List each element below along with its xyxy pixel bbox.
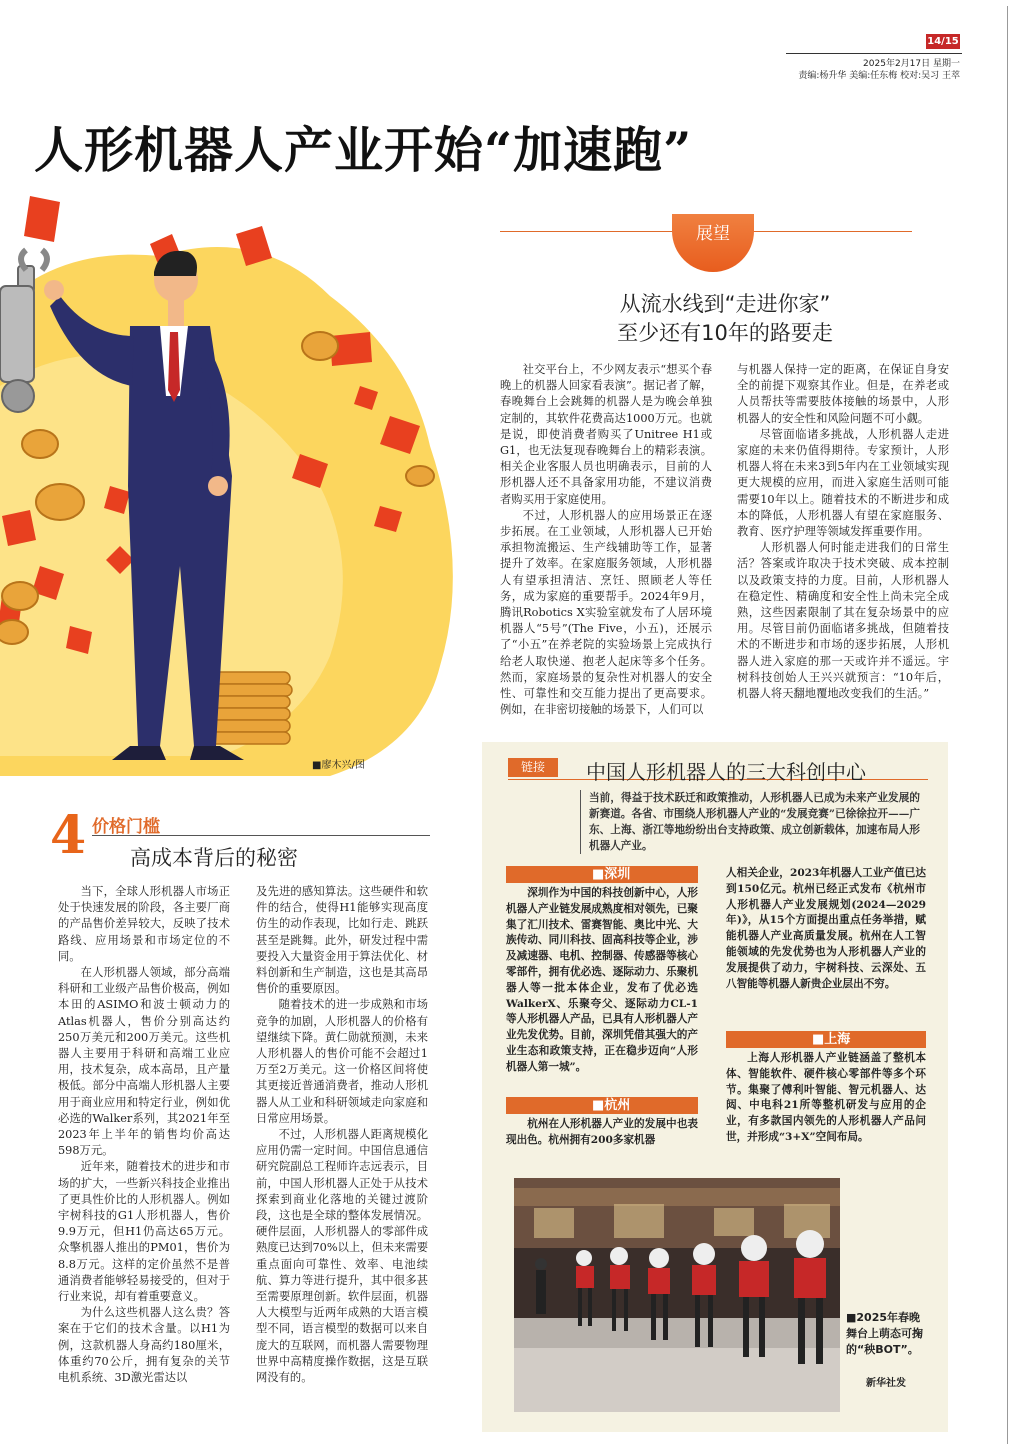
hangzhou-text [506, 1117, 698, 1149]
outlook-subtitle-line2: 至少还有10年的路要走 [617, 321, 833, 345]
outlook-subtitle-line1: 从流水线到“走进你家” [619, 292, 831, 316]
link-title: 中国人形机器人的三大科创中心 [586, 760, 866, 784]
issue-date: 2025年2月17日 星期一 [863, 59, 960, 69]
illustration-credit: ■廖木兴/图 [312, 760, 365, 771]
section-rule [92, 835, 430, 836]
paragraph: 与机器人保持一定的距离，在保证自身安全的前提下观察其作业。但是，在养老或人员帮扶等需要肢体接触的场景中，人形机器人的安全性和风险问题不可小觑。 [737, 363, 949, 425]
paragraph: 不过，人形机器人的应用场景正在逐步拓展。在工业领域，人形机器人已开始承担物流搬运、生产线辅助等工作，显著提升了效率。在家庭服务领域，人形机器人有望承担清洁、烹饪、照顾老人等任务，成为家庭的重要帮手。2024年9月，腾讯Robotics X实验室就发布了人居环境机器人“5号”(The Five，小五)，还展示了“小五”在养老院的实验场景上完成执行给老人取快递、抱老人起床等多个任务。然而，家庭场景的复杂性对机器人的安全性、可靠性和交互能力提出了更高要求。例如，在非密切接触的场景下，人们可以 [500, 508, 712, 717]
outlook-column-1 [500, 362, 712, 718]
city-name: 深圳 [604, 867, 631, 882]
page-number-badge: 14/15 [927, 36, 959, 47]
section-subtitle: 高成本背后的秘密 [130, 846, 298, 870]
paragraph: 及先进的感知算法。这些硬件和软件的结合，使得H1能够实现高度仿生的动作表现，比如行走、跳跃甚至是跳舞。此外，研发过程中需要投入大量资金用于算法优化、材料创新和生产制造，这也是其高昂售价的重要原因。 [256, 885, 428, 996]
paragraph: 社交平台上，不少网友表示“想买个春晚上的机器人回家看表演”。据记者了解，春晚舞台上会跳舞的机器人是为晚会单独定制的，其软件花费高达1000万元。也就是说，即使消费者购买了Unitree H1或G1，也无法复现春晚舞台上的精彩表演。相关企业客服人员也明确表示，目前的人形机器人还不具备家用功能，不建议消费者购买用于家庭使用。 [500, 363, 712, 506]
city-name: 上海 [824, 1032, 851, 1047]
paragraph: 杭州在人形机器人产业的发展中也表现出色。杭州拥有200多家机器 [506, 1118, 698, 1146]
paragraph: 近年来，随着技术的进步和市场的扩大，一些新兴科技企业推出了更具性价比的人形机器人。例如宇树科技的G1人形机器人，售价9.9万元，但H1仍高达65万元。众擎机器人推出的PM01，售价为8.8万元。这样的定价虽然不是普通消费者能够轻易接受的，但对于行业来说，却有着重要意义。 [58, 1160, 230, 1304]
page-headline: 人形机器人产业开始“加速跑” [34, 121, 693, 179]
link-tag: 链接 [508, 758, 558, 777]
paragraph: 上海人形机器人产业链涵盖了整机本体、智能软件、硬件核心零部件等多个环节。集聚了傅利叶智能、智元机器人、达闼、中电科21所等整机研发与应用的企业，有多款国内领先的人形机器人产品问世，并形成“3+X”空间布局。 [726, 1052, 926, 1143]
paragraph: 深圳作为中国的科技创新中心，人形机器人产业链发展成熟度相对领先，已聚集了汇川技术、雷赛智能、奥比中光、大族传动、同川科技、固高科技等企业，涉及减速器、电机、控制器、传感器等核心零部件，拥有优必选、逐际动力、乐聚机器人等一批本体企业，发布了优必选WalkerX、乐聚夸父、逐际动力CL-1等人形机器人产品，已具有人形机器人产业先发优势。目前，深圳凭借其强大的产业生态和政策支持，正在稳步迈向“人形机器人第一城”。 [506, 887, 698, 1073]
paragraph: 当下，全球人形机器人市场正处于快速发展的阶段，各主要厂商的产品售价差异较大，反映了技术路线、应用场景和市场定位的不同。 [58, 885, 230, 963]
photo-caption: ■2025年春晚舞台上萌态可掬的“秧BOT”。 [846, 1311, 923, 1356]
city-heading-shenzhen: ■深圳 [506, 866, 698, 883]
paragraph: 尽管面临诸多挑战，人形机器人走进家庭的未来仍值得期待。专家预计，人形机器人将在未来3到5年内在工业领域实现更大规模的应用，而进入家庭生活则可能需要10年以上。随着技术的不断进步和成本的降低，人形机器人有望在家庭服务、教育、医疗护理等领域发挥重要作用。 [737, 427, 949, 539]
city-name: 杭州 [604, 1098, 631, 1113]
hangzhou-text-cont [726, 866, 926, 992]
paragraph: 人形机器人何时能走进我们的日常生活？答案或许取决于技术突破、成本控制以及政策支持的力度。目前，人形机器人在稳定性、精确度和安全性上尚未完全成熟，这些因素限制了其在复杂场景中的应用。尽管目前仍面临诸多挑战，但随着技术的不断进步和市场的逐步拓展，人形机器人进入家庭的那一天或许并不遥远。宇树科技创始人王兴兴就预言：“10年后，机器人将天翻地覆地改变我们的生活。” [737, 541, 949, 701]
header-divider [786, 53, 962, 54]
shanghai-text [726, 1051, 926, 1146]
editors-credit: 责编:杨升华 美编:任东梅 校对:吴习 王萃 [798, 71, 960, 81]
businessman-illustration [0, 186, 470, 776]
city-heading-shanghai: ■上海 [726, 1031, 926, 1048]
paragraph: 在人形机器人领域，部分高端科研和工业级产品售价极高，例如本田的ASIMO和波士顿动力的Atlas机器人，售价分别高达约250万美元和200万美元。这些机器人主要用于科研和高端工业应用，技术复杂，成本高昂，且产量极低。部分中高端人形机器人主要用于商业应用和特定行业，例如优必选的Walker系列，其2021年至2023年上半年的销售均价高达598万元。 [58, 966, 230, 1158]
outlook-badge: 展望 [672, 214, 754, 272]
shenzhen-text [506, 886, 698, 1076]
paragraph: 不过，人形机器人距离规模化应用仍需一定时间。中国信息通信研究院副总工程师许志远表示，目前，中国人形机器人正处于从技术探索到商业化落地的关键过渡阶段，这也是全球的整体发展情况。硬件层面，人形机器人的零部件成熟度已达到70%以上，但未来需要重点面向可靠性、效率、电池续航、算力等进行提升，其中很多甚至需要原理创新。软件层面，机器人大模型与近两年成熟的大语言模型不同，语言模型的数据可以来自庞大的互联网，而机器人需要物理世界中高精度操作数据，这是互联网没有的。 [256, 1128, 428, 1385]
paragraph: 随着技术的进一步成熟和市场竞争的加剧，人形机器人的价格有望继续下降。黄仁勋就预测，未来人形机器人的售价可能不会超过1万至2万美元。这一价格区间将使其更接近普通消费者，推动人形机器人从工业和科研领域走向家庭和日常应用场景。 [256, 998, 428, 1125]
city-heading-hangzhou: ■杭州 [506, 1097, 698, 1114]
price-column-2 [256, 884, 428, 1386]
outlook-column-2 [737, 362, 949, 702]
robot-dance-photo [514, 1178, 840, 1412]
price-column-1 [58, 884, 230, 1386]
section-label: 价格门槛 [92, 817, 160, 837]
photo-credit: 新华社发 [866, 1378, 906, 1389]
paragraph: 人相关企业，2023年机器人工业产值已达到150亿元。杭州已经正式发布《杭州市人形机器人产业发展规划(2024—2029年)》，从15个方面提出重点任务举措，赋能机器人产业高质量发展。杭州在人工智能领域的先发优势也为人形机器人产业的发展提供了动力，宇树科技、云深处、五八智能等机器人新贵企业层出不穷。 [726, 867, 926, 990]
outlook-subtitle [540, 290, 910, 348]
section-number: 4 [50, 805, 87, 866]
link-lead: 当前，得益于技术跃迁和政策推动，人形机器人已成为未来产业发展的新赛道。各省、市围绕人形机器人产业的“发展竞赛”已徐徐拉开——广东、上海、浙江等地纷纷出台支持政策、成立创新载体，加速布局人形机器人产业。 [580, 790, 920, 854]
paragraph: 为什么这些机器人这么贵？答案在于它们的技术含量。以H1为例，这款机器人身高约180厘米，体重约70公斤，拥有复杂的关节电机系统、3D激光雷达以 [58, 1306, 230, 1385]
